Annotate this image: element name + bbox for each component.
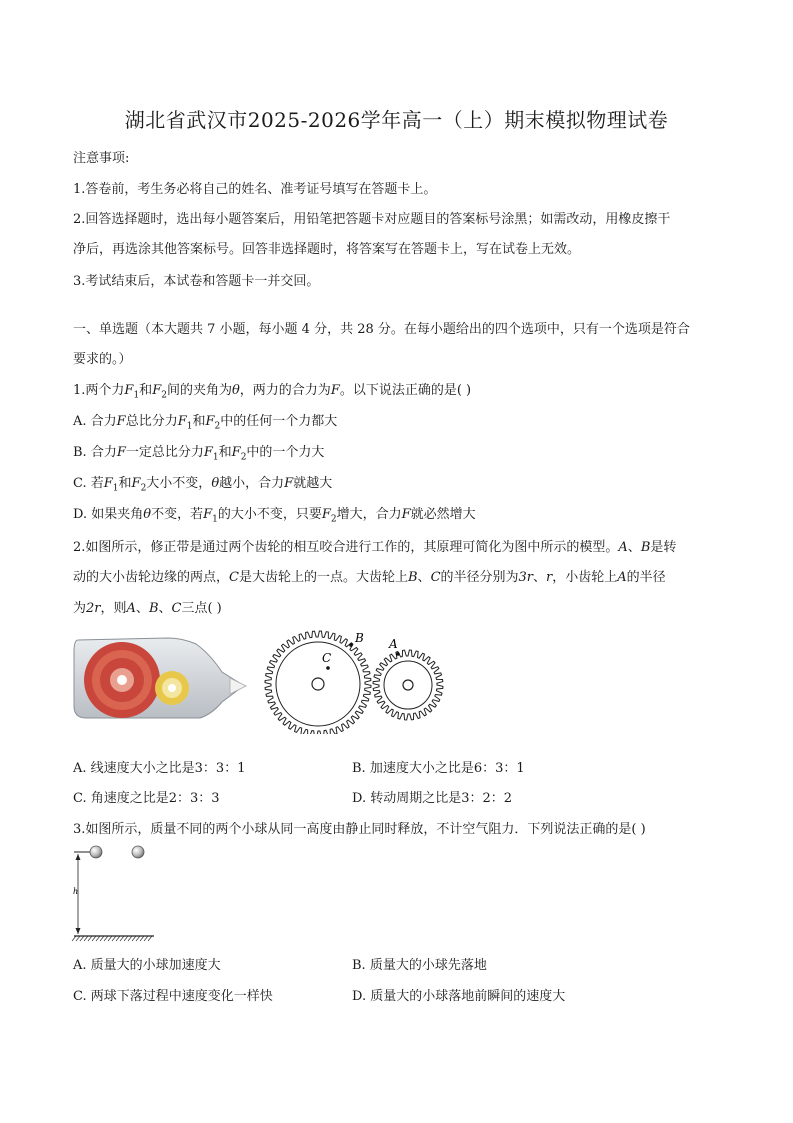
q2-option-d[interactable]: D. 转动周期之比是3：2：2 bbox=[352, 791, 513, 806]
hatch-mark bbox=[132, 936, 136, 941]
height-label: h bbox=[73, 887, 79, 896]
q3-option-a[interactable]: A. 质量大的小球加速度大 bbox=[73, 958, 221, 973]
section-header-b: 要求的。） bbox=[73, 352, 132, 367]
label-a: A bbox=[389, 637, 398, 651]
hatch-mark bbox=[140, 936, 144, 941]
q2-option-a[interactable]: A. 线速度大小之比是3：3：1 bbox=[73, 761, 246, 776]
hatch-mark bbox=[128, 936, 132, 941]
ball-left bbox=[90, 846, 102, 858]
q1-option-a[interactable]: A. 合力F总比分力$F_1$和$F_2$中的任何一个力都大 bbox=[73, 414, 338, 432]
label-c: C bbox=[322, 651, 332, 665]
q2-option-c[interactable]: C. 角速度之比是2：3：3 bbox=[73, 791, 220, 806]
big-gear-axle bbox=[312, 678, 324, 690]
q1-stem: 1.两个力$F_1$和$F_2$间的夹角为θ，两力的合力为F。以下说法正确的是( ) bbox=[73, 383, 472, 401]
hatch-mark bbox=[108, 936, 112, 941]
hatch-mark bbox=[136, 936, 140, 941]
hatch-mark bbox=[88, 936, 92, 941]
height-arrow-up-head bbox=[76, 854, 81, 860]
big-red-gear-photo bbox=[84, 642, 160, 718]
q2-option-b[interactable]: B. 加速度大小之比是6：3：1 bbox=[352, 761, 525, 776]
section-header-a: 一、单选题（本大题共 7 小题，每小题 4 分，共 28 分。在每小题给出的四个选项中，只有一个选项是符合 bbox=[73, 322, 690, 337]
hatch-mark bbox=[92, 936, 96, 941]
hatch-mark bbox=[100, 936, 104, 941]
ball-right bbox=[132, 846, 144, 858]
q3-option-b[interactable]: B. 质量大的小球先落地 bbox=[352, 958, 487, 973]
hatch-mark bbox=[116, 936, 120, 941]
q1-option-b[interactable]: B. 合力F一定总比分力$F_1$和$F_2$中的一个力大 bbox=[73, 445, 325, 463]
q2-stem-line2: 动的大小齿轮边缘的两点，C是大齿轮上的一点。大齿轮上B、C的半径分别为3r、r，小齿轮上A的半径 bbox=[73, 570, 666, 585]
hatch-mark bbox=[72, 936, 76, 941]
note-1: 1.答卷前，考生务必将自己的姓名、准考证号填写在答题卡上。 bbox=[73, 182, 437, 197]
falling-balls-diagram bbox=[70, 842, 160, 942]
big-gear bbox=[265, 631, 371, 734]
note-3: 3.考试结束后，本试卷和答题卡一并交回。 bbox=[73, 274, 320, 289]
hatch-mark bbox=[84, 936, 88, 941]
smallGear-inner-ring bbox=[384, 661, 432, 709]
label-b: B bbox=[355, 631, 364, 645]
q2-stem-line3: 为2r，则A、B、C三点( ) bbox=[73, 601, 222, 616]
exam-title: 湖北省武汉市2025-2026学年高一（上）期末模拟物理试卷 bbox=[124, 108, 669, 132]
hatch-mark bbox=[124, 936, 128, 941]
q1-option-c[interactable]: C. 若$F_1$和$F_2$大小不变，θ越小，合力F就越大 bbox=[73, 476, 333, 494]
correction-tape-photo bbox=[72, 632, 247, 724]
point-a-dot bbox=[396, 652, 400, 656]
hatch-mark bbox=[144, 936, 148, 941]
q3-stem: 3.如图所示，质量不同的两个小球从同一高度由静止同时释放，不计空气阻力．下列说法正确的是( ) bbox=[73, 822, 646, 837]
height-arrow-down-head bbox=[76, 928, 81, 934]
hatch-mark bbox=[80, 936, 84, 941]
ground-hatching bbox=[72, 936, 152, 941]
notes-heading: 注意事项: bbox=[73, 151, 130, 166]
bigGear-outline bbox=[265, 631, 371, 734]
small-gear bbox=[373, 650, 443, 720]
hatch-mark bbox=[76, 936, 80, 941]
gear-diagram bbox=[258, 624, 448, 734]
point-c-dot bbox=[326, 666, 330, 670]
note-2b: 净后，再选涂其他答案标号。回答非选择题时，将答案写在答题卡上，写在试卷上无效。 bbox=[73, 242, 581, 257]
small-yellow-gear-photo bbox=[155, 671, 189, 705]
hatch-mark bbox=[148, 936, 152, 941]
note-2a: 2.回答选择题时，选出每小题答案后，用铅笔把答题卡对应题目的答案标号涂黑；如需改动，用橡皮擦干 bbox=[73, 212, 671, 227]
small-gear-axle bbox=[403, 680, 413, 690]
q2-stem-line1: 2.如图所示，修正带是通过两个齿轮的相互咬合进行工作的，其原理可简化为图中所示的模型。A、B是转 bbox=[73, 540, 677, 555]
q1-option-d[interactable]: D. 如果夹角θ不变，若$F_1$的大小不变，只要$F_2$增大，合力F就必然增大 bbox=[73, 507, 476, 525]
q3-option-d[interactable]: D. 质量大的小球落地前瞬间的速度大 bbox=[352, 989, 566, 1004]
hatch-mark bbox=[96, 936, 100, 941]
bigGear-inner-ring bbox=[276, 642, 360, 726]
hatch-mark bbox=[120, 936, 124, 941]
point-b-dot bbox=[349, 643, 353, 647]
hatch-mark bbox=[112, 936, 116, 941]
q3-option-c[interactable]: C. 两球下落过程中速度变化一样快 bbox=[73, 989, 273, 1004]
hatch-mark bbox=[104, 936, 108, 941]
